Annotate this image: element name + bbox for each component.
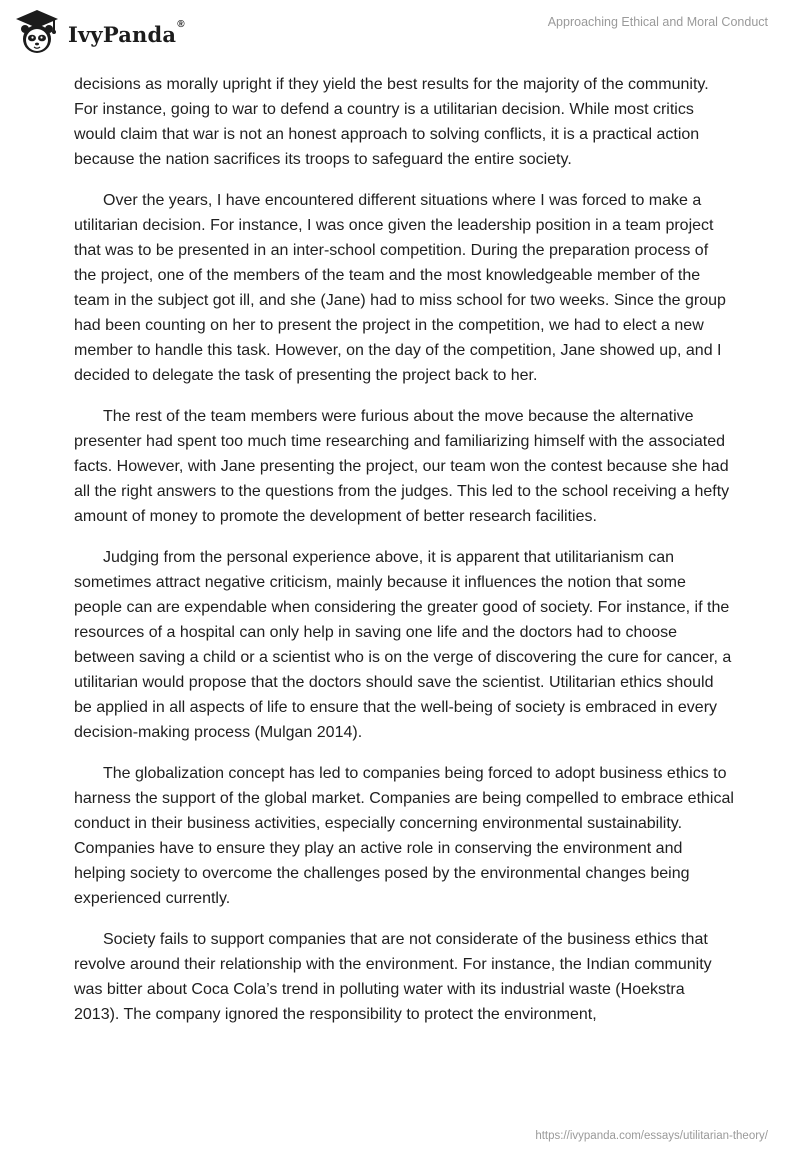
paragraph-3: The rest of the team members were furious about the move because the alternative presenter had spent too much time researching and familiarizing himself with the associated facts. However, with Jane presenting the project, our team won the contest because she had all the right answers to the questions from the judges. This led to the school receiving a hefty amount of money to promote the development of better research facilities. <box>74 408 730 525</box>
registered-mark: ® <box>177 18 185 30</box>
essay-body <box>74 72 734 1043</box>
paragraph-6: Society fails to support companies that are not considerate of the business ethics that revolve around their relationship with the environment. For instance, the Indian community was bitter about Coca Cola’s trend in polluting water with its industrial waste (Hoekstra 2013). The company ignored the responsibility to protect the environment, <box>74 931 712 1023</box>
page-header <box>0 0 800 70</box>
paragraph-5: The globalization concept has led to companies being forced to adopt business ethics to harness the support of the global market. Companies are being compelled to embrace ethical conduct in their business activities, especially concerning environmental sustainability. Companies have to ensure they play an active role in conserving the environment and helping society to overcome the challenges posed by the environmental changes being experienced currently. <box>74 765 734 907</box>
paragraph-2: Over the years, I have encountered different situations where I was forced to make a utilitarian decision. For instance, I was once given the leadership position in a team project that was to be presented in an inter-school competition. During the preparation process of the project, one of the members of the team and the most knowledgeable member of the team in the subject got ill, and she (Jane) had to miss school for two weeks. Since the group had been counting on her to present the project in the competition, we had to elect a new member to handle this task. However, on the day of the competition, Jane showed up, and I decided to delegate the task of presenting the project back to her. <box>74 192 726 384</box>
paragraph-1: decisions as morally upright if they yield the best results for the majority of the community. For instance, going to war to defend a country is a utilitarian decision. While most critics would claim that war is not an honest approach to solving conflicts, it is a practical action because the nation sacrifices its troops to safeguard the entire society. <box>74 76 709 168</box>
brand-name: IvyPanda® <box>68 18 185 47</box>
document-title: Approaching Ethical and Moral Conduct <box>547 15 768 29</box>
source-url[interactable]: https://ivypanda.com/essays/utilitarian-theory/ <box>535 1130 768 1142</box>
paragraph-4: Judging from the personal experience above, it is apparent that utilitarianism can sometimes attract negative criticism, mainly because it influences the notion that some people can are expendable when considering the greater good of society. For instance, if the resources of a hospital can only help in saving one life and the doctors had to choose between saving a child or a scientist who is on the verge of discovering the cure for cancer, a utilitarian would propose that the doctors should save the scientist. Utilitarian ethics should be applied in all aspects of life to ensure that the well-being of society is embraced in every decision-making process (Mulgan 2014). <box>74 549 732 741</box>
ivypanda-logo[interactable] <box>12 8 185 58</box>
panda-graduate-icon <box>12 8 62 58</box>
